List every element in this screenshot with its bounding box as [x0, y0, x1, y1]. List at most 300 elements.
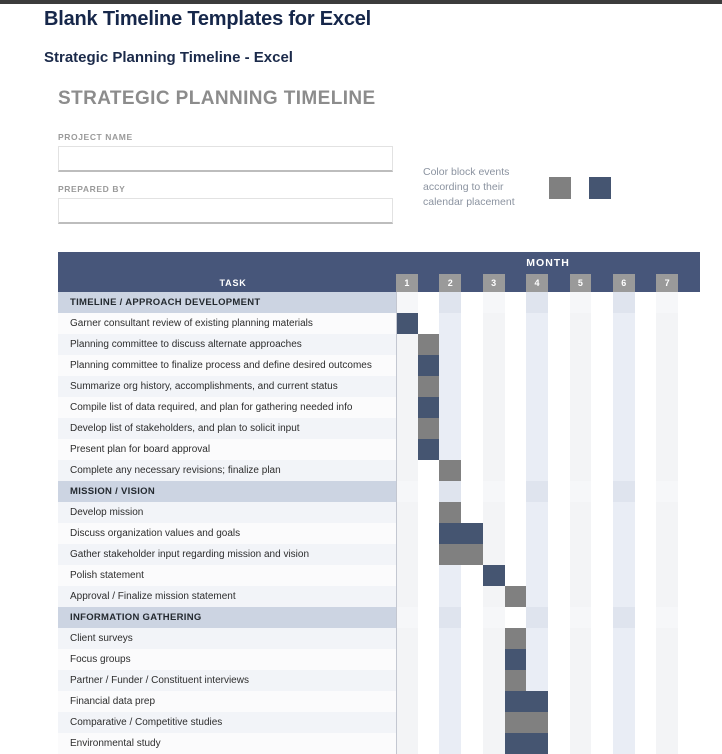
- timeline-cell[interactable]: [439, 628, 461, 649]
- timeline-cell[interactable]: [483, 691, 505, 712]
- timeline-cell[interactable]: [635, 712, 657, 733]
- timeline-cell[interactable]: [461, 712, 483, 733]
- timeline-cell[interactable]: [678, 460, 700, 481]
- timeline-cell[interactable]: [548, 334, 570, 355]
- timeline-cell[interactable]: [635, 481, 657, 502]
- timeline-cell[interactable]: [548, 523, 570, 544]
- timeline-cell[interactable]: [439, 376, 461, 397]
- timeline-cell[interactable]: [526, 376, 548, 397]
- timeline-cell[interactable]: [635, 460, 657, 481]
- timeline-cell[interactable]: [461, 355, 483, 376]
- timeline-cell[interactable]: [548, 502, 570, 523]
- timeline-cell[interactable]: [678, 334, 700, 355]
- timeline-cell[interactable]: [591, 460, 613, 481]
- timeline-cell[interactable]: [635, 649, 657, 670]
- timeline-cell[interactable]: [526, 334, 548, 355]
- timeline-block-navy[interactable]: [439, 523, 461, 544]
- timeline-cell[interactable]: [613, 544, 635, 565]
- timeline-cell[interactable]: [483, 439, 505, 460]
- timeline-cell[interactable]: [570, 376, 592, 397]
- timeline-cell[interactable]: [570, 313, 592, 334]
- timeline-cell[interactable]: [678, 544, 700, 565]
- timeline-cell[interactable]: [656, 502, 678, 523]
- timeline-cell[interactable]: [613, 376, 635, 397]
- timeline-cell[interactable]: [635, 628, 657, 649]
- timeline-cell[interactable]: [396, 439, 418, 460]
- timeline-cell[interactable]: [396, 670, 418, 691]
- timeline-cell[interactable]: [591, 565, 613, 586]
- timeline-cell[interactable]: [635, 439, 657, 460]
- timeline-cell[interactable]: [526, 628, 548, 649]
- timeline-cell[interactable]: [656, 670, 678, 691]
- timeline-cell[interactable]: [678, 607, 700, 628]
- timeline-cell[interactable]: [505, 439, 527, 460]
- timeline-cell[interactable]: [548, 376, 570, 397]
- timeline-cell[interactable]: [678, 397, 700, 418]
- timeline-block-gray[interactable]: [505, 586, 527, 607]
- timeline-cell[interactable]: [656, 628, 678, 649]
- timeline-cell[interactable]: [570, 628, 592, 649]
- timeline-cell[interactable]: [570, 355, 592, 376]
- timeline-cell[interactable]: [483, 586, 505, 607]
- timeline-cell[interactable]: [439, 670, 461, 691]
- timeline-cell[interactable]: [591, 523, 613, 544]
- timeline-cell[interactable]: [505, 355, 527, 376]
- timeline-cell[interactable]: [396, 397, 418, 418]
- timeline-cell[interactable]: [505, 292, 527, 313]
- timeline-cell[interactable]: [548, 691, 570, 712]
- timeline-cell[interactable]: [591, 481, 613, 502]
- timeline-cell[interactable]: [461, 376, 483, 397]
- timeline-cell[interactable]: [526, 565, 548, 586]
- timeline-cell[interactable]: [570, 733, 592, 754]
- timeline-cell[interactable]: [656, 418, 678, 439]
- timeline-cell[interactable]: [656, 481, 678, 502]
- timeline-cell[interactable]: [483, 376, 505, 397]
- timeline-cell[interactable]: [591, 418, 613, 439]
- timeline-cell[interactable]: [656, 292, 678, 313]
- timeline-cell[interactable]: [570, 607, 592, 628]
- timeline-cell[interactable]: [591, 586, 613, 607]
- timeline-cell[interactable]: [439, 565, 461, 586]
- timeline-cell[interactable]: [548, 649, 570, 670]
- timeline-cell[interactable]: [418, 544, 440, 565]
- timeline-cell[interactable]: [656, 397, 678, 418]
- timeline-cell[interactable]: [439, 292, 461, 313]
- timeline-cell[interactable]: [396, 649, 418, 670]
- timeline-cell[interactable]: [635, 334, 657, 355]
- timeline-block-navy[interactable]: [526, 733, 548, 754]
- timeline-cell[interactable]: [418, 670, 440, 691]
- timeline-cell[interactable]: [548, 628, 570, 649]
- timeline-cell[interactable]: [656, 439, 678, 460]
- timeline-cell[interactable]: [591, 439, 613, 460]
- timeline-cell[interactable]: [461, 481, 483, 502]
- timeline-cell[interactable]: [483, 649, 505, 670]
- timeline-cell[interactable]: [483, 355, 505, 376]
- timeline-cell[interactable]: [678, 502, 700, 523]
- timeline-cell[interactable]: [526, 313, 548, 334]
- timeline-cell[interactable]: [418, 565, 440, 586]
- timeline-block-gray[interactable]: [461, 544, 483, 565]
- timeline-cell[interactable]: [483, 607, 505, 628]
- timeline-cell[interactable]: [505, 397, 527, 418]
- timeline-block-navy[interactable]: [505, 733, 527, 754]
- timeline-cell[interactable]: [570, 712, 592, 733]
- timeline-cell[interactable]: [548, 733, 570, 754]
- timeline-cell[interactable]: [591, 607, 613, 628]
- timeline-cell[interactable]: [570, 691, 592, 712]
- timeline-cell[interactable]: [548, 355, 570, 376]
- timeline-cell[interactable]: [656, 565, 678, 586]
- timeline-cell[interactable]: [483, 313, 505, 334]
- timeline-cell[interactable]: [635, 313, 657, 334]
- timeline-cell[interactable]: [613, 523, 635, 544]
- timeline-block-navy[interactable]: [418, 355, 440, 376]
- timeline-cell[interactable]: [483, 523, 505, 544]
- timeline-cell[interactable]: [678, 523, 700, 544]
- timeline-cell[interactable]: [656, 712, 678, 733]
- timeline-cell[interactable]: [396, 334, 418, 355]
- timeline-cell[interactable]: [656, 376, 678, 397]
- timeline-cell[interactable]: [678, 628, 700, 649]
- timeline-cell[interactable]: [505, 502, 527, 523]
- timeline-cell[interactable]: [635, 376, 657, 397]
- timeline-cell[interactable]: [678, 481, 700, 502]
- timeline-cell[interactable]: [418, 628, 440, 649]
- timeline-cell[interactable]: [613, 649, 635, 670]
- timeline-cell[interactable]: [418, 313, 440, 334]
- timeline-cell[interactable]: [526, 523, 548, 544]
- timeline-cell[interactable]: [570, 523, 592, 544]
- timeline-cell[interactable]: [396, 418, 418, 439]
- timeline-cell[interactable]: [396, 523, 418, 544]
- timeline-cell[interactable]: [526, 649, 548, 670]
- timeline-cell[interactable]: [591, 313, 613, 334]
- timeline-cell[interactable]: [613, 439, 635, 460]
- timeline-cell[interactable]: [591, 397, 613, 418]
- timeline-cell[interactable]: [613, 313, 635, 334]
- timeline-cell[interactable]: [461, 670, 483, 691]
- timeline-cell[interactable]: [526, 460, 548, 481]
- timeline-cell[interactable]: [591, 292, 613, 313]
- timeline-cell[interactable]: [613, 712, 635, 733]
- timeline-cell[interactable]: [396, 607, 418, 628]
- timeline-cell[interactable]: [526, 355, 548, 376]
- timeline-cell[interactable]: [483, 628, 505, 649]
- timeline-cell[interactable]: [548, 712, 570, 733]
- timeline-cell[interactable]: [396, 691, 418, 712]
- timeline-cell[interactable]: [635, 565, 657, 586]
- timeline-cell[interactable]: [548, 607, 570, 628]
- timeline-cell[interactable]: [570, 565, 592, 586]
- timeline-cell[interactable]: [483, 670, 505, 691]
- timeline-cell[interactable]: [656, 586, 678, 607]
- timeline-cell[interactable]: [526, 418, 548, 439]
- timeline-cell[interactable]: [591, 502, 613, 523]
- timeline-cell[interactable]: [613, 670, 635, 691]
- timeline-cell[interactable]: [635, 418, 657, 439]
- timeline-cell[interactable]: [483, 733, 505, 754]
- timeline-cell[interactable]: [418, 502, 440, 523]
- timeline-cell[interactable]: [483, 418, 505, 439]
- timeline-cell[interactable]: [678, 418, 700, 439]
- timeline-cell[interactable]: [548, 670, 570, 691]
- timeline-cell[interactable]: [591, 733, 613, 754]
- timeline-cell[interactable]: [591, 376, 613, 397]
- timeline-cell[interactable]: [439, 481, 461, 502]
- timeline-cell[interactable]: [526, 292, 548, 313]
- timeline-cell[interactable]: [483, 712, 505, 733]
- timeline-cell[interactable]: [439, 607, 461, 628]
- timeline-cell[interactable]: [678, 292, 700, 313]
- timeline-block-navy[interactable]: [418, 439, 440, 460]
- timeline-cell[interactable]: [418, 607, 440, 628]
- timeline-cell[interactable]: [418, 586, 440, 607]
- timeline-cell[interactable]: [418, 292, 440, 313]
- timeline-cell[interactable]: [396, 355, 418, 376]
- timeline-cell[interactable]: [526, 607, 548, 628]
- timeline-cell[interactable]: [635, 397, 657, 418]
- timeline-cell[interactable]: [418, 712, 440, 733]
- timeline-cell[interactable]: [570, 481, 592, 502]
- timeline-cell[interactable]: [635, 691, 657, 712]
- timeline-cell[interactable]: [483, 397, 505, 418]
- timeline-cell[interactable]: [505, 334, 527, 355]
- timeline-cell[interactable]: [461, 607, 483, 628]
- timeline-cell[interactable]: [656, 733, 678, 754]
- timeline-cell[interactable]: [548, 439, 570, 460]
- timeline-cell[interactable]: [439, 712, 461, 733]
- timeline-cell[interactable]: [396, 733, 418, 754]
- timeline-cell[interactable]: [396, 586, 418, 607]
- timeline-cell[interactable]: [396, 460, 418, 481]
- timeline-cell[interactable]: [591, 544, 613, 565]
- timeline-cell[interactable]: [613, 502, 635, 523]
- timeline-cell[interactable]: [678, 355, 700, 376]
- timeline-cell[interactable]: [548, 481, 570, 502]
- timeline-cell[interactable]: [548, 313, 570, 334]
- timeline-cell[interactable]: [461, 439, 483, 460]
- timeline-cell[interactable]: [548, 544, 570, 565]
- timeline-cell[interactable]: [461, 292, 483, 313]
- timeline-block-gray[interactable]: [439, 502, 461, 523]
- timeline-cell[interactable]: [505, 460, 527, 481]
- timeline-cell[interactable]: [418, 649, 440, 670]
- timeline-cell[interactable]: [505, 481, 527, 502]
- timeline-cell[interactable]: [461, 502, 483, 523]
- timeline-cell[interactable]: [439, 334, 461, 355]
- timeline-cell[interactable]: [396, 481, 418, 502]
- timeline-cell[interactable]: [613, 397, 635, 418]
- timeline-cell[interactable]: [461, 397, 483, 418]
- timeline-cell[interactable]: [591, 334, 613, 355]
- timeline-cell[interactable]: [635, 733, 657, 754]
- prepared-by-input[interactable]: [58, 198, 393, 224]
- timeline-cell[interactable]: [461, 460, 483, 481]
- timeline-cell[interactable]: [570, 460, 592, 481]
- timeline-cell[interactable]: [526, 586, 548, 607]
- timeline-cell[interactable]: [461, 733, 483, 754]
- timeline-cell[interactable]: [613, 460, 635, 481]
- timeline-cell[interactable]: [656, 355, 678, 376]
- timeline-cell[interactable]: [418, 481, 440, 502]
- timeline-cell[interactable]: [439, 397, 461, 418]
- timeline-cell[interactable]: [439, 355, 461, 376]
- timeline-cell[interactable]: [461, 313, 483, 334]
- timeline-cell[interactable]: [396, 712, 418, 733]
- timeline-cell[interactable]: [656, 460, 678, 481]
- timeline-cell[interactable]: [678, 733, 700, 754]
- timeline-cell[interactable]: [526, 439, 548, 460]
- timeline-cell[interactable]: [678, 691, 700, 712]
- timeline-cell[interactable]: [635, 670, 657, 691]
- timeline-cell[interactable]: [439, 733, 461, 754]
- timeline-cell[interactable]: [548, 418, 570, 439]
- timeline-cell[interactable]: [570, 418, 592, 439]
- timeline-cell[interactable]: [461, 691, 483, 712]
- timeline-cell[interactable]: [635, 502, 657, 523]
- timeline-cell[interactable]: [635, 544, 657, 565]
- timeline-cell[interactable]: [505, 313, 527, 334]
- timeline-cell[interactable]: [656, 691, 678, 712]
- timeline-cell[interactable]: [678, 649, 700, 670]
- timeline-cell[interactable]: [656, 523, 678, 544]
- timeline-cell[interactable]: [439, 313, 461, 334]
- timeline-cell[interactable]: [635, 355, 657, 376]
- timeline-cell[interactable]: [526, 397, 548, 418]
- timeline-cell[interactable]: [461, 586, 483, 607]
- timeline-block-gray[interactable]: [505, 670, 527, 691]
- timeline-cell[interactable]: [678, 313, 700, 334]
- timeline-cell[interactable]: [570, 649, 592, 670]
- timeline-cell[interactable]: [461, 418, 483, 439]
- timeline-cell[interactable]: [439, 439, 461, 460]
- timeline-cell[interactable]: [635, 292, 657, 313]
- timeline-cell[interactable]: [526, 670, 548, 691]
- timeline-block-navy[interactable]: [526, 691, 548, 712]
- timeline-block-gray[interactable]: [439, 544, 461, 565]
- timeline-block-navy[interactable]: [483, 565, 505, 586]
- timeline-cell[interactable]: [396, 565, 418, 586]
- timeline-cell[interactable]: [396, 628, 418, 649]
- timeline-cell[interactable]: [678, 439, 700, 460]
- timeline-cell[interactable]: [613, 733, 635, 754]
- timeline-cell[interactable]: [678, 670, 700, 691]
- timeline-cell[interactable]: [396, 292, 418, 313]
- timeline-cell[interactable]: [591, 691, 613, 712]
- timeline-block-navy[interactable]: [505, 649, 527, 670]
- timeline-cell[interactable]: [505, 418, 527, 439]
- timeline-cell[interactable]: [505, 376, 527, 397]
- timeline-cell[interactable]: [678, 712, 700, 733]
- timeline-cell[interactable]: [483, 334, 505, 355]
- timeline-block-gray[interactable]: [439, 460, 461, 481]
- timeline-cell[interactable]: [483, 544, 505, 565]
- timeline-cell[interactable]: [418, 523, 440, 544]
- timeline-cell[interactable]: [548, 565, 570, 586]
- timeline-cell[interactable]: [591, 355, 613, 376]
- timeline-cell[interactable]: [418, 733, 440, 754]
- project-name-input[interactable]: [58, 146, 393, 172]
- timeline-cell[interactable]: [635, 607, 657, 628]
- timeline-block-gray[interactable]: [418, 376, 440, 397]
- timeline-cell[interactable]: [439, 691, 461, 712]
- timeline-cell[interactable]: [526, 544, 548, 565]
- timeline-cell[interactable]: [461, 565, 483, 586]
- timeline-cell[interactable]: [461, 649, 483, 670]
- timeline-cell[interactable]: [418, 691, 440, 712]
- timeline-cell[interactable]: [591, 712, 613, 733]
- timeline-cell[interactable]: [439, 649, 461, 670]
- timeline-cell[interactable]: [656, 649, 678, 670]
- timeline-block-navy[interactable]: [418, 397, 440, 418]
- timeline-cell[interactable]: [678, 586, 700, 607]
- timeline-cell[interactable]: [678, 565, 700, 586]
- timeline-cell[interactable]: [396, 502, 418, 523]
- timeline-block-navy[interactable]: [461, 523, 483, 544]
- timeline-cell[interactable]: [483, 502, 505, 523]
- timeline-cell[interactable]: [483, 292, 505, 313]
- timeline-block-navy[interactable]: [396, 313, 418, 334]
- timeline-cell[interactable]: [570, 544, 592, 565]
- timeline-cell[interactable]: [591, 628, 613, 649]
- timeline-block-gray[interactable]: [418, 334, 440, 355]
- timeline-cell[interactable]: [439, 418, 461, 439]
- timeline-cell[interactable]: [548, 397, 570, 418]
- timeline-cell[interactable]: [483, 460, 505, 481]
- timeline-cell[interactable]: [613, 418, 635, 439]
- timeline-cell[interactable]: [635, 586, 657, 607]
- timeline-cell[interactable]: [548, 292, 570, 313]
- timeline-cell[interactable]: [570, 397, 592, 418]
- timeline-cell[interactable]: [613, 691, 635, 712]
- timeline-cell[interactable]: [396, 376, 418, 397]
- timeline-block-gray[interactable]: [505, 628, 527, 649]
- timeline-cell[interactable]: [570, 586, 592, 607]
- timeline-cell[interactable]: [570, 502, 592, 523]
- timeline-cell[interactable]: [613, 481, 635, 502]
- timeline-cell[interactable]: [613, 355, 635, 376]
- timeline-cell[interactable]: [505, 523, 527, 544]
- timeline-cell[interactable]: [613, 565, 635, 586]
- timeline-cell[interactable]: [678, 376, 700, 397]
- timeline-block-gray[interactable]: [505, 712, 527, 733]
- timeline-cell[interactable]: [613, 334, 635, 355]
- timeline-block-navy[interactable]: [505, 691, 527, 712]
- timeline-cell[interactable]: [635, 523, 657, 544]
- timeline-block-gray[interactable]: [526, 712, 548, 733]
- timeline-cell[interactable]: [656, 544, 678, 565]
- timeline-cell[interactable]: [526, 502, 548, 523]
- timeline-cell[interactable]: [570, 670, 592, 691]
- timeline-cell[interactable]: [570, 439, 592, 460]
- timeline-cell[interactable]: [439, 586, 461, 607]
- timeline-cell[interactable]: [461, 628, 483, 649]
- timeline-cell[interactable]: [656, 313, 678, 334]
- timeline-cell[interactable]: [656, 334, 678, 355]
- timeline-cell[interactable]: [418, 460, 440, 481]
- timeline-cell[interactable]: [613, 628, 635, 649]
- timeline-cell[interactable]: [396, 544, 418, 565]
- timeline-cell[interactable]: [548, 586, 570, 607]
- timeline-cell[interactable]: [656, 607, 678, 628]
- timeline-cell[interactable]: [505, 607, 527, 628]
- timeline-cell[interactable]: [505, 544, 527, 565]
- timeline-cell[interactable]: [570, 292, 592, 313]
- timeline-cell[interactable]: [591, 649, 613, 670]
- timeline-cell[interactable]: [613, 586, 635, 607]
